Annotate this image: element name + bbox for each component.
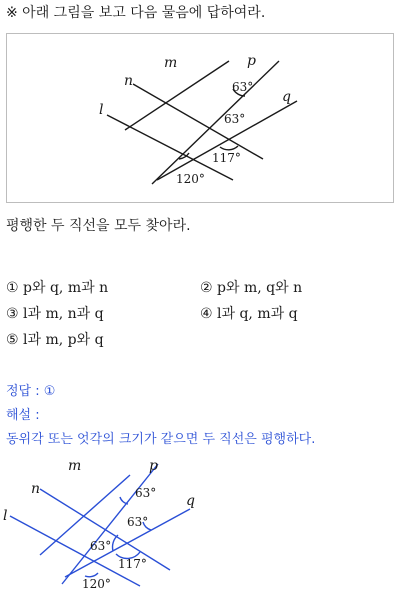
line-l [10,516,140,586]
label-l: l [3,508,8,524]
figure-diagram [7,34,395,204]
angle-label-2: 63° [127,515,149,529]
angle-label-5: 120° [82,577,111,591]
option-2[interactable]: ② p와 m, q와 n [200,280,303,296]
angle-arc-2 [220,146,238,150]
label-q: q [186,493,195,509]
explanation-diagram [0,452,230,591]
option-1[interactable]: ① p와 q, m과 n [6,280,109,296]
label-p: p [247,53,256,69]
option-3[interactable]: ③ l과 m, n과 q [6,306,104,322]
angle-label-1: 63° [232,80,254,94]
angle-label-4: 120° [176,172,205,186]
figure-box [6,33,394,203]
label-m: m [164,55,178,71]
explanation-label: 해설 : [6,408,40,423]
label-l: l [99,102,104,118]
angle-label-1: 63° [135,486,157,500]
label-n: n [31,481,41,497]
label-q: q [282,89,291,105]
angle-label-2: 63° [224,112,246,126]
explanation-text: 동위각 또는 엇각의 크기가 같으면 두 직선은 평행하다. [6,432,316,447]
label-n: n [124,73,134,89]
angle-label-3: 63° [90,539,112,553]
line-m [125,61,229,130]
answer: 정답 : ① [6,384,56,399]
label-p: p [149,458,158,474]
angle-label-3: 117° [212,151,241,165]
option-4[interactable]: ④ l과 q, m과 q [200,306,298,322]
label-m: m [68,458,82,474]
option-5[interactable]: ⑤ l과 m, p와 q [6,332,104,348]
angle-label-4: 117° [118,557,147,571]
question: 평행한 두 직선을 모두 찾아라. [6,218,191,234]
instruction: ※ 아래 그림을 보고 다음 물음에 답하여라. [6,5,266,21]
